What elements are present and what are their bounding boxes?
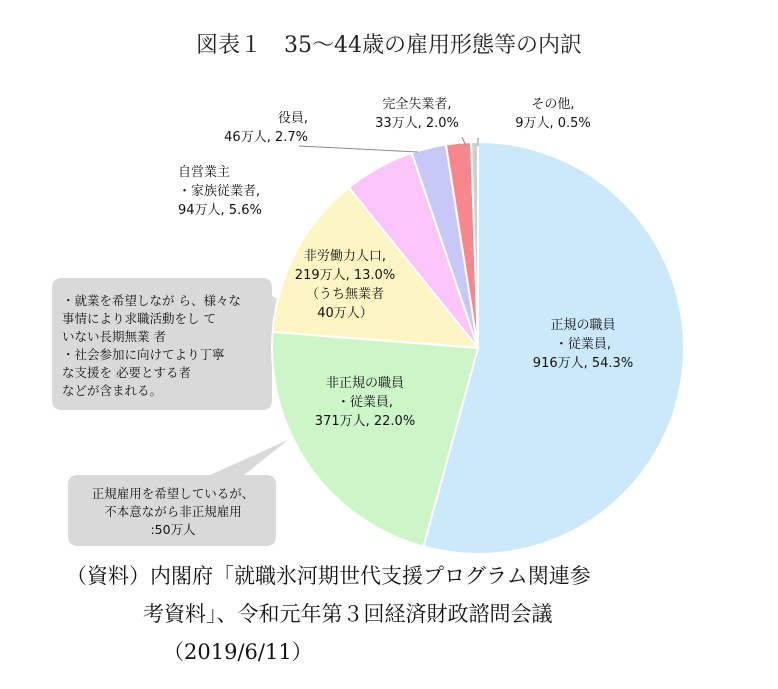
slice-label-line: 33万人, 2.0%	[375, 116, 459, 131]
source-line-2: 考資料」、令和元年第３回経済財政諮問会議	[143, 602, 553, 626]
slice-label-line: ・家族従業者,	[178, 184, 261, 199]
chart-title: 図表１ 35～44歳の雇用形態等の内訳	[196, 33, 582, 58]
slice-label-line: 9万人, 0.5%	[515, 116, 591, 131]
source-line-3: （2019/6/11）	[163, 640, 313, 664]
slice-label-line: 非労働力人口,	[303, 249, 387, 264]
slice-label-line: 94万人, 5.6%	[178, 203, 262, 218]
callout-line: ・社会参加に向けてより丁寧	[62, 347, 225, 362]
slice-label-line: 役員,	[277, 111, 308, 126]
slice-label-nonregular	[290, 374, 440, 431]
slice-label-line: 完全失業者,	[382, 97, 452, 112]
callout-line: ・就業を希望しなが ら、様々な	[62, 293, 241, 308]
callout-line: いない長期無業 者	[62, 329, 166, 344]
slice-label-line: ・従業員,	[336, 395, 394, 410]
callout-nonregular-note	[80, 485, 266, 539]
slice-label-line: 非正規の職員	[325, 376, 404, 391]
callout-inactive-note	[62, 292, 241, 400]
slice-label-line: その他,	[531, 97, 575, 112]
callout-line: 事情により求職活動をし て	[62, 311, 216, 326]
slice-label-line: 371万人, 22.0%	[314, 414, 416, 429]
callout-line: などが含まれる。	[62, 383, 163, 398]
callout-line: :50万人	[150, 522, 196, 537]
source-line-1: （資料）内閣府「就職氷河期世代支援プログラム関連参	[66, 564, 591, 588]
slice-label-line: 46万人, 2.7%	[224, 130, 308, 145]
slice-label-unemployed	[357, 95, 477, 133]
slice-label-line: （うち無業者	[305, 287, 384, 302]
slice-label-line: 正規の職員	[550, 318, 616, 333]
slice-label-executives	[188, 109, 308, 147]
slice-label-line: 916万人, 54.3%	[532, 356, 634, 371]
slice-label-self-employed	[178, 163, 308, 220]
slice-label-line: ・従業員,	[554, 337, 612, 352]
slice-label-line: 219万人, 13.0%	[294, 268, 396, 283]
slice-label-other	[503, 95, 603, 133]
callout-line: 不本意ながら非正規雇用	[104, 504, 242, 519]
slice-label-line: 40万人）	[317, 306, 373, 321]
callout-line: な支援を 必要とする者	[62, 365, 191, 380]
leader-line-0	[299, 146, 418, 152]
slice-label-regular	[508, 316, 658, 373]
callout-line: 正規雇用を希望しているが、	[91, 486, 255, 501]
slice-label-not-in-labor-force	[275, 247, 415, 323]
slice-label-line: 自営業主	[178, 165, 231, 180]
